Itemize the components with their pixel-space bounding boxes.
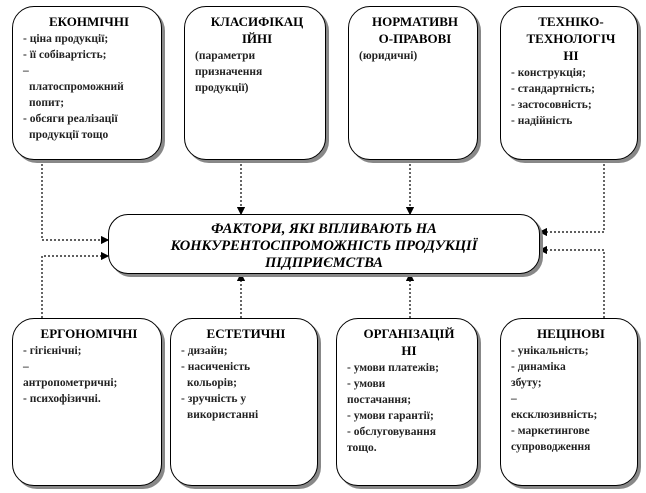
factor-item: - обслуговування [347,426,436,438]
factor-box-nonprice [500,318,638,486]
factor-title: КЛАСИФІКАЦ ІЙНІ [210,14,304,46]
factor-item: - її собівартість; [23,49,107,61]
factor-item: - дизайн; [181,345,228,357]
factor-item: - гігієнічні; [23,345,82,357]
factor-item: кольорів; [187,377,237,389]
factor-item: - умови гарантії; [347,410,434,422]
factor-box-aesthetic [170,318,318,486]
central-factors-box [108,214,540,274]
factor-item: ексклюзивність; [511,409,598,421]
factor-item: - маркетингове [511,425,590,437]
factor-item: постачання; [347,394,412,406]
factor-title: ЕКОНМІЧНІ [48,14,130,29]
factor-item: – [23,65,29,77]
factor-item: - ціна продукції; [23,33,109,45]
factor-title: ЕСТЕТИЧНІ [206,326,286,341]
factor-item: - надійність [511,115,573,127]
factor-item: - конструкція; [511,67,586,79]
factor-item: тощо. [347,442,377,454]
factor-title: ОРГАНІЗАЦІЙ НІ [363,326,455,358]
central-title-line-2: КОНКУРЕНТОСПРОМОЖНІСТЬ ПРОДУКЦІЇ [170,238,478,254]
factor-item: - умови [347,378,386,390]
factor-item: – [23,361,29,373]
factor-item: продукції) [195,82,249,94]
arrow-ergonomic [42,256,108,318]
central-title-line-1: ФАКТОРИ, ЯКІ ВПЛИВАЮТЬ НА [211,221,437,237]
factor-box-classification [184,6,326,160]
factor-item: – [511,393,517,405]
factor-item: - насиченість [181,361,251,373]
arrow-technical [540,160,604,232]
factor-item: - стандартність; [511,83,595,95]
factor-box-normative [348,6,478,160]
factor-item: - обсяги реалізації [23,113,118,125]
factor-item: збуту; [511,377,542,389]
factor-item: - зручність у [181,393,247,405]
factor-item: супроводження [511,441,591,453]
factor-box-organizational [336,318,478,486]
factor-box-technical [500,6,638,160]
factor-item: платоспроможний [29,81,124,93]
factor-title: ТЕХНІКО- ТЕХНОЛОГІЧ НІ [526,14,616,63]
factor-item: попит; [29,97,65,109]
factor-item: призначення [195,66,263,78]
factor-item: - застосовність; [511,99,592,111]
factor-item: використанні [187,409,259,421]
factor-item: - умови платежів; [347,362,440,374]
factor-box-economic [12,6,162,160]
factor-item: - психофізичні. [23,393,101,405]
factor-title: ЕРГОНОМІЧНІ [40,326,138,341]
factor-item: - динаміка [511,361,566,373]
central-title-line-3: ПІДПРИЄМСТВА [265,255,383,271]
arrow-nonprice [540,250,604,318]
factor-title: НЕЦІНОВІ [537,326,605,341]
factor-item: (юридичні) [359,50,418,62]
factor-box-ergonomic [12,318,162,486]
factor-title: НОРМАТИВН О-ПРАВОВІ [372,14,458,46]
factor-item: (параметри [195,50,256,62]
factor-item: - унікальність; [511,345,589,357]
arrow-economic [42,160,108,240]
factor-item: антропометричні; [23,377,118,389]
factor-item: продукції тощо [29,129,109,141]
